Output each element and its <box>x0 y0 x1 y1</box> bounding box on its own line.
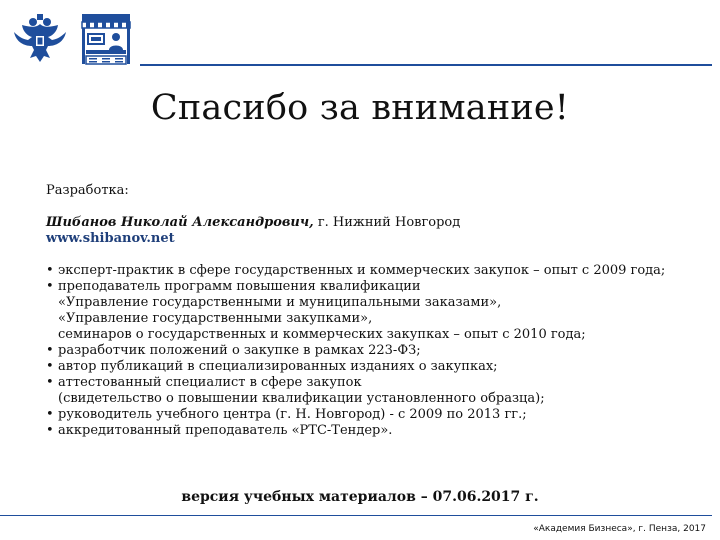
bullet: • <box>46 263 54 278</box>
list-item <box>46 343 696 359</box>
header-logos <box>10 8 136 72</box>
slide-content <box>46 183 696 439</box>
bullet: • <box>46 375 54 390</box>
bullet: • <box>46 359 54 374</box>
author-website-link[interactable]: www.shibanov.net <box>46 231 175 246</box>
list-item <box>46 279 696 295</box>
author-name: Шибанов Николай Александрович, <box>46 215 314 230</box>
kiosk-shop-icon <box>76 10 136 70</box>
list-item-text: (свидетельство о повышении квалификации установленного образца); <box>58 391 545 406</box>
bullet: • <box>46 343 54 358</box>
list-item-text: преподаватель программ повышения квалификации <box>58 279 421 294</box>
list-item-text: аттестованный специалист в сфере закупок <box>58 375 362 390</box>
list-item-text: эксперт-практик в сфере государственных и коммерческих закупок – опыт с 2009 года; <box>58 263 666 278</box>
list-item-text: аккредитованный преподаватель «РТС-Тендер». <box>58 423 393 438</box>
list-item <box>46 407 696 423</box>
list-item <box>46 311 696 327</box>
list-item <box>46 375 696 391</box>
list-item-text: автор публикаций в специализированных изданиях о закупках; <box>58 359 498 374</box>
list-item-text: «Управление государственными закупками», <box>58 311 373 326</box>
list-item <box>46 359 696 375</box>
developer-label: Разработка: <box>46 183 129 198</box>
list-item <box>46 391 696 407</box>
materials-version: версия учебных материалов – 07.06.2017 г. <box>181 489 539 505</box>
double-headed-eagle-emblem-icon <box>10 10 70 70</box>
list-item <box>46 263 696 279</box>
header-divider <box>140 64 712 66</box>
list-item-text: «Управление государственными и муниципальными заказами», <box>58 295 502 310</box>
footer <box>0 515 712 538</box>
list-item <box>46 423 696 439</box>
slide-title: Спасибо за внимание! <box>150 88 570 128</box>
footer-text: «Академия Бизнеса», г. Пенза, 2017 <box>533 524 706 534</box>
list-item <box>46 295 696 311</box>
bio-list <box>46 263 696 439</box>
list-item-text: руководитель учебного центра (г. Н. Новгород) - с 2009 по 2013 гг.; <box>58 407 527 422</box>
bullet: • <box>46 423 54 438</box>
bullet: • <box>46 407 54 422</box>
author-line <box>46 215 696 231</box>
list-item-text: разработчик положений о закупке в рамках 223-ФЗ; <box>58 343 421 358</box>
author-city: г. Нижний Новгород <box>313 215 461 230</box>
list-item <box>46 327 696 343</box>
bullet: • <box>46 279 54 294</box>
list-item-text: семинаров о государственных и коммерческих закупках – опыт с 2010 года; <box>58 327 586 342</box>
